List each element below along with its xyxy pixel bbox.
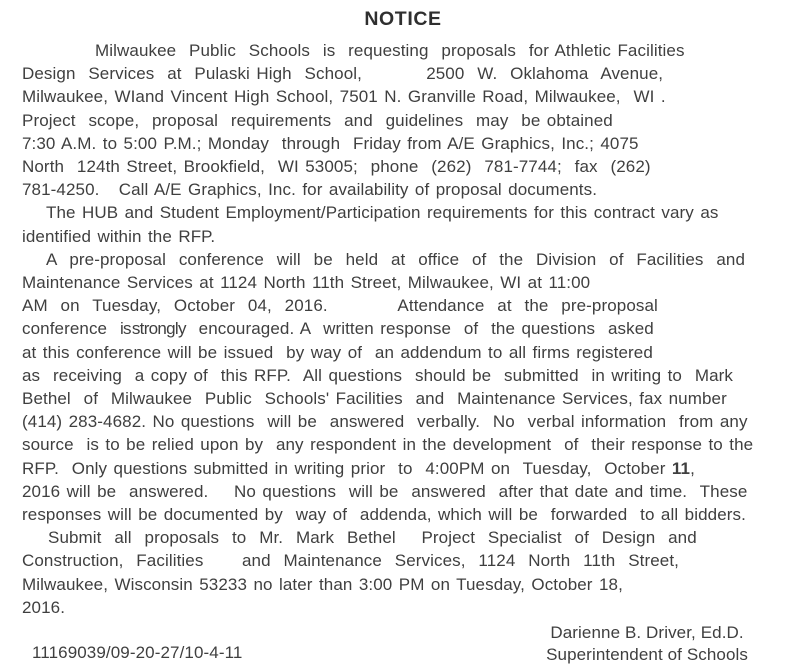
document-text: at this conference will be issued by way of an addendum to all firms registered <box>22 342 653 362</box>
document-line <box>22 341 784 364</box>
document-line <box>22 433 784 456</box>
document-body <box>22 39 784 619</box>
document-text: 2016 will be answered. No questions will be answered after that date and time. These <box>22 481 748 501</box>
document-text: Milwaukee, Wisconsin 53233 no later than 3:00 PM on Tuesday, October 18, <box>22 574 623 594</box>
document-text: Construction, Facilities and Maintenance Services, 1124 North 11th Street, <box>22 551 679 571</box>
document-text: encouraged. A written response of the questions asked <box>185 319 654 339</box>
document-line <box>22 457 784 480</box>
document-line <box>22 596 784 619</box>
document-line <box>22 317 784 340</box>
document-line <box>22 271 784 294</box>
document-text: The HUB and Student Employment/Participation requirements for this contract vary as <box>46 203 719 223</box>
document-line <box>22 503 784 526</box>
document-line <box>22 480 784 503</box>
document-line <box>22 573 784 596</box>
document-line <box>22 109 784 132</box>
document-line <box>22 225 784 248</box>
document-text: conference <box>22 319 120 339</box>
document-footer <box>22 622 784 668</box>
signature-block <box>546 622 748 668</box>
signatory-title: Superintendent of Schools <box>546 645 748 665</box>
document-text: Maintenance Services at 1124 North 11th Street, Milwaukee, WI at 11:00 <box>22 273 591 293</box>
document-line <box>22 294 784 317</box>
document-text: Project scope, proposal requirements and guidelines may be obtained <box>22 110 613 130</box>
document-text: (414) 283-4682. No questions will be answered verbally. No verbal information from any <box>22 412 748 432</box>
document-line <box>22 132 784 155</box>
document-line <box>22 201 784 224</box>
document-text: 781-4250. Call A/E Graphics, Inc. for availability of proposal documents. <box>22 180 598 200</box>
document-text: Milwaukee, WIand Vincent High School, 7501 N. Granville Road, Milwaukee, WI . <box>22 87 666 107</box>
document-line <box>22 39 784 62</box>
document-line <box>22 248 784 271</box>
document-text: Milwaukee Public Schools is requesting proposals for Athletic Facilities <box>95 41 685 60</box>
document-text: , <box>690 458 695 478</box>
document-text: as receiving a copy of this RFP. All questions should be submitted in writing to Mark <box>22 365 733 385</box>
document-text: Bethel of Milwaukee Public Schools' Facilities and Maintenance Services, fax number <box>22 389 727 409</box>
document-text: Design Services at Pulaski High School, 2500 W. Oklahoma Avenue, <box>22 64 664 84</box>
document-text: AM on Tuesday, October 04, 2016. Attendance at the pre-proposal <box>22 296 658 316</box>
document-text: 7:30 A.M. to 5:00 P.M.; Monday through Friday from A/E Graphics, Inc.; 4075 <box>22 133 639 153</box>
document-line <box>22 549 784 572</box>
document-text: identified within the RFP. <box>22 226 216 246</box>
document-line <box>22 410 784 433</box>
reference-code: 11169039/09-20-27/10-4-11 <box>32 643 243 663</box>
document-line <box>22 155 784 178</box>
document-text: North 124th Street, Brookfield, WI 53005; phone (262) 781-7744; fax (262) <box>22 157 651 177</box>
document-line <box>22 364 784 387</box>
document-text: Submit all proposals to Mr. Mark Bethel Project Specialist of Design and <box>48 528 697 548</box>
document-text: A pre-proposal conference will be held at office of the Division of Facilities and <box>46 249 746 269</box>
document-line <box>22 526 784 549</box>
document-text: is strongly <box>119 319 186 339</box>
document-text: responses will be documented by way of addenda, which will be forwarded to all bidders. <box>22 505 746 525</box>
document-line <box>22 85 784 108</box>
document-line <box>22 62 784 85</box>
document-text: RFP. Only questions submitted in writing prior to 4:00PM on Tuesday, October <box>22 458 672 478</box>
document-text: 2016. <box>22 597 66 617</box>
document-title: NOTICE <box>364 8 442 30</box>
document-line <box>22 178 784 201</box>
document-text: source is to be relied upon by any respondent in the development of their response to the <box>22 435 754 455</box>
document-text-bold: 11 <box>671 458 691 478</box>
document-line <box>22 387 784 410</box>
signatory-name: Darienne B. Driver, Ed.D. <box>550 623 744 643</box>
